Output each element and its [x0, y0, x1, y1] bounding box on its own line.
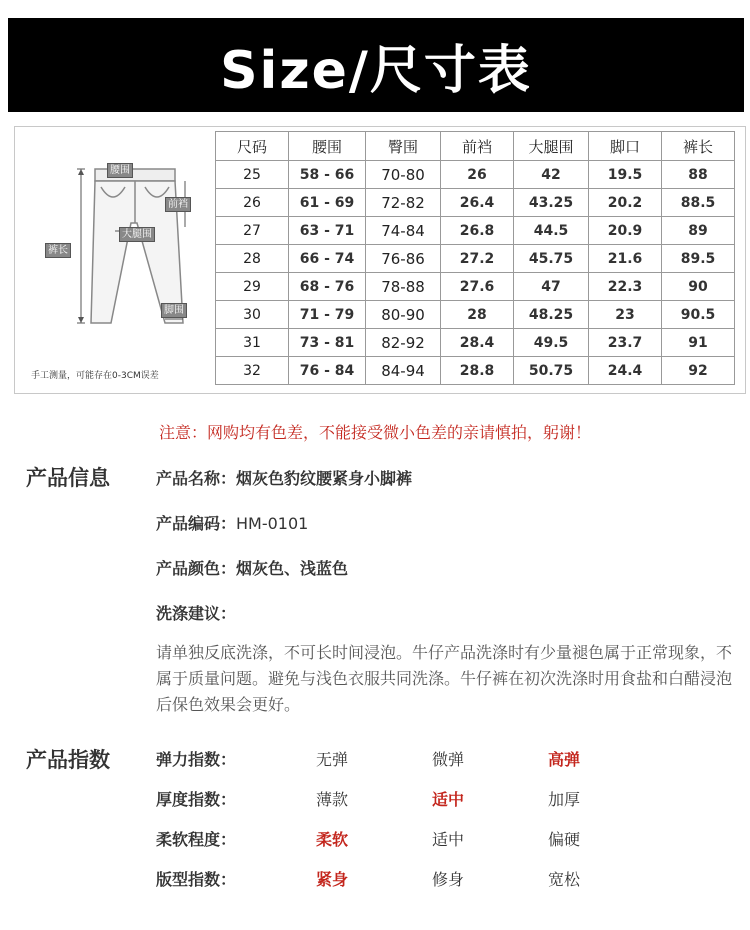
size-chart-banner	[8, 18, 744, 112]
index-label: 柔软程度：	[156, 830, 237, 849]
size-table-row	[216, 245, 735, 273]
diagram-label-hem: 脚围	[161, 303, 187, 318]
size-table-row	[216, 273, 735, 301]
size-table-row	[216, 357, 735, 385]
size-table-cell: 70-80	[366, 161, 441, 189]
size-table-cell: 68 - 76	[289, 273, 366, 301]
product-code-row	[156, 511, 308, 534]
size-table-cell: 78-88	[366, 273, 441, 301]
wash-advice-label: 洗涤建议：	[156, 604, 237, 623]
size-table-cell: 43.25	[514, 189, 589, 217]
product-color-value: 烟灰色、浅蓝色	[236, 559, 349, 578]
size-table-cell: 26	[216, 189, 289, 217]
size-table-cell: 20.9	[589, 217, 662, 245]
size-table-cell: 48.25	[514, 301, 589, 329]
product-index-title: 产品指数	[26, 748, 110, 772]
product-code-label: 产品编码：	[156, 514, 237, 533]
wash-advice-text: 请单独反底洗涤，不可长时间浸泡。牛仔产品洗涤时有少量褪色属于正常现象，不属于质量问题。避免与浅色衣服共同洗涤。牛仔裤在初次洗涤时用食盐和白醋浸泡后保色效果会更好。	[156, 643, 733, 714]
size-table-cell: 19.5	[589, 161, 662, 189]
size-table-row	[216, 161, 735, 189]
size-table-cell: 50.75	[514, 357, 589, 385]
size-table-cell: 45.75	[514, 245, 589, 273]
banner-title: Size/尺寸表	[220, 40, 532, 101]
col-header: 脚口	[589, 132, 662, 161]
index-option-selected: 柔软	[316, 830, 349, 849]
size-table-cell: 76-86	[366, 245, 441, 273]
size-table-cell: 32	[216, 357, 289, 385]
size-table-cell: 28	[216, 245, 289, 273]
size-table-cell: 58 - 66	[289, 161, 366, 189]
wash-advice-row	[156, 601, 236, 624]
size-table-cell: 66 - 74	[289, 245, 366, 273]
size-table-cell: 47	[514, 273, 589, 301]
size-table-cell: 26.4	[441, 189, 514, 217]
size-table	[215, 131, 735, 385]
index-row	[156, 827, 716, 853]
measurement-diagram	[15, 127, 215, 393]
size-table-cell: 91	[662, 329, 735, 357]
size-table-cell: 22.3	[589, 273, 662, 301]
index-option: 加厚	[548, 790, 581, 809]
size-table-cell: 25	[216, 161, 289, 189]
size-table-cell: 21.6	[589, 245, 662, 273]
size-table-cell: 26	[441, 161, 514, 189]
index-label: 弹力指数：	[156, 750, 237, 769]
size-table-cell: 28.8	[441, 357, 514, 385]
size-table-cell: 44.5	[514, 217, 589, 245]
diagram-label-rise: 前裆	[165, 197, 191, 212]
size-table-cell: 30	[216, 301, 289, 329]
index-option: 适中	[432, 830, 465, 849]
col-header: 裤长	[662, 132, 735, 161]
index-option: 修身	[432, 870, 465, 889]
index-option: 微弹	[432, 750, 465, 769]
size-table-cell: 80-90	[366, 301, 441, 329]
index-row	[156, 867, 716, 893]
size-table-cell: 29	[216, 273, 289, 301]
index-option: 无弹	[316, 750, 349, 769]
size-table-cell: 71 - 79	[289, 301, 366, 329]
size-table-cell: 31	[216, 329, 289, 357]
product-name-value: 烟灰色豹纹腰紧身小脚裤	[236, 469, 413, 488]
size-table-cell: 23.7	[589, 329, 662, 357]
product-color-row	[156, 556, 348, 579]
size-table-cell: 72-82	[366, 189, 441, 217]
index-option-selected: 紧身	[316, 870, 349, 889]
col-header: 臀围	[366, 132, 441, 161]
size-table-header-row	[216, 132, 735, 161]
size-table-cell: 92	[662, 357, 735, 385]
size-table-cell: 76 - 84	[289, 357, 366, 385]
index-label: 版型指数：	[156, 870, 237, 889]
measurement-note: 手工测量，可能存在0-3CM误差	[31, 371, 159, 381]
col-header: 腰围	[289, 132, 366, 161]
col-header: 前裆	[441, 132, 514, 161]
size-table-cell: 88.5	[662, 189, 735, 217]
size-table-row	[216, 301, 735, 329]
size-table-cell: 84-94	[366, 357, 441, 385]
size-table-cell: 28.4	[441, 329, 514, 357]
size-table-row	[216, 217, 735, 245]
size-table-cell: 27.6	[441, 273, 514, 301]
diagram-label-thigh: 大腿围	[119, 227, 155, 242]
index-option-selected: 高弹	[548, 750, 581, 769]
size-table-cell: 61 - 69	[289, 189, 366, 217]
size-table-cell: 88	[662, 161, 735, 189]
size-chart-block	[14, 126, 746, 394]
color-difference-notice: 注意：网购均有色差，不能接受微小色差的亲请慎拍，躬谢！	[158, 423, 591, 442]
size-table-row	[216, 329, 735, 357]
size-table-cell: 90.5	[662, 301, 735, 329]
diagram-label-waist: 腰围	[107, 163, 133, 178]
size-table-cell: 42	[514, 161, 589, 189]
size-table-row	[216, 189, 735, 217]
size-table-cell: 20.2	[589, 189, 662, 217]
size-table-cell: 26.8	[441, 217, 514, 245]
product-code-value: HM-0101	[236, 514, 309, 533]
size-table-cell: 23	[589, 301, 662, 329]
index-label: 厚度指数：	[156, 790, 237, 809]
size-table-cell: 89	[662, 217, 735, 245]
index-option-selected: 适中	[432, 790, 465, 809]
size-table-cell: 74-84	[366, 217, 441, 245]
size-table-cell: 89.5	[662, 245, 735, 273]
size-table-cell: 90	[662, 273, 735, 301]
product-color-label: 产品颜色：	[156, 559, 237, 578]
size-table-cell: 49.5	[514, 329, 589, 357]
index-option: 宽松	[548, 870, 581, 889]
size-table-cell: 82-92	[366, 329, 441, 357]
size-table-cell: 73 - 81	[289, 329, 366, 357]
diagram-label-length: 裤长	[45, 243, 71, 258]
product-info-title: 产品信息	[26, 466, 110, 490]
index-row	[156, 787, 716, 813]
index-option: 薄款	[316, 790, 349, 809]
size-table-cell: 24.4	[589, 357, 662, 385]
size-table-cell: 27	[216, 217, 289, 245]
product-name-label: 产品名称：	[156, 469, 237, 488]
size-table-cell: 27.2	[441, 245, 514, 273]
index-row	[156, 747, 716, 773]
index-option: 偏硬	[548, 830, 581, 849]
size-table-cell: 28	[441, 301, 514, 329]
col-header: 尺码	[216, 132, 289, 161]
col-header: 大腿围	[514, 132, 589, 161]
size-table-cell: 63 - 71	[289, 217, 366, 245]
product-name-row	[156, 466, 412, 489]
